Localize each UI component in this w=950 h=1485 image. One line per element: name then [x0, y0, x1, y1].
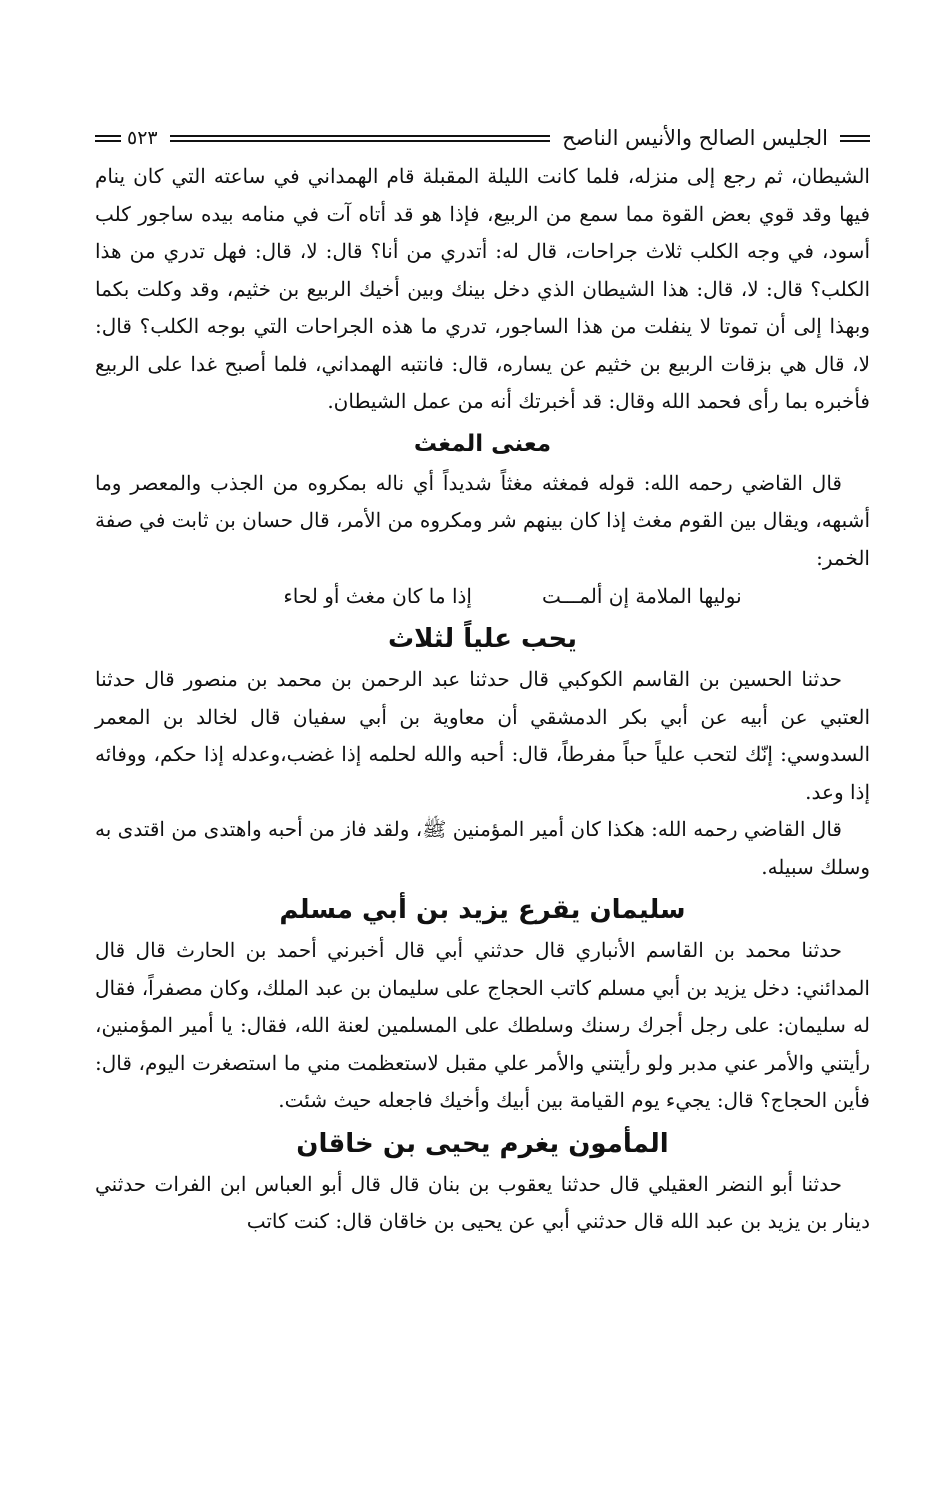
poem-verse — [95, 577, 870, 615]
book-page — [95, 118, 870, 1241]
paragraph-mamun: حدثنا أبو النضر العقيلي قال حدثنا يعقوب بن بنان قال قال أبو العباس ابن الفرات حدثني دينار بن يزيد بن عبد الله قال حدثني أبي عن يحيى بن خاقان قال: كنت كاتب — [95, 1171, 870, 1233]
header-rule-middle — [170, 135, 550, 142]
section-heading-sulayman: سليمان يقرع يزيد بن أبي مسلم — [279, 895, 686, 925]
section-heading-mughth: معنى المغث — [413, 430, 552, 457]
verse-first-hemistich: نوليها الملامة إن ألمـــت — [541, 584, 742, 608]
section-heading-mamun: المأمون يغرم يحيى بن خاقان — [296, 1128, 669, 1159]
running-title: الجليس الصالح والأنيس الناصح — [562, 126, 828, 150]
verse-second-hemistich: إذا ما كان مغث أو لحاء — [283, 584, 472, 608]
paragraph-mughth: قال القاضي رحمه الله: قوله فمغثه مغثاً شديداً أي ناله بمكروه من الجذب والمعصر وما أشبهه، ويقال بين القوم مغث إذا كان بينهم شر ومكروه من الأمر، قال حسان بن ثابت في صفة الخمر: — [95, 470, 870, 570]
running-header — [95, 118, 870, 158]
page-number: ٥٢٣ — [127, 127, 158, 149]
paragraph-loves-ali: حدثنا الحسين بن القاسم الكوكبي قال حدثنا عبد الرحمن بن محمد بن منصور قال حدثنا العتبي عن أبيه عن أبي بكر الدمشقي أن معاوية بن أبي سفيان قال لخالد بن المعمر السدوسي: إنّك لتحب علياً حباً مفرطاً، قال: أحبه والله لحلمه إذا غضب،وعدله إذا حكم، ووفائه إذا وعد. — [95, 667, 870, 804]
paragraph-continuation: الشيطان، ثم رجع إلى منزله، فلما كانت الليلة المقبلة قام الهمداني في ساعته التي كان ينام فيها وقد قوي بعض القوة مما سمع من الربيع، فإذا هو قد أتاه آت في منامه بيده ساجور كلب أسود، في وجه الكلب ثلاث جراحات، قال له: أتدري من أنا؟ قال: لا، قال: فهل تدري من هذا الكلب؟ قال: لا، قال: هذا الشيطان الذي دخل بينك وبين أخيك الربيع بن خثيم، وقد وكلت بكما وبهذا إلى أن تموتا لا ينفلت من هذا الساجور، تدري ما هذه الجراحات التي بوجه الكلب؟ قال: لا، قال هي بزقات الربيع بن خثيم عن يساره، قال: فانتبه الهمداني، فلما أصبح غدا على الربيع فأخبره بما رأى فحمد الله وقال: قد أخبرتك أنه من عمل الشيطان. — [95, 164, 871, 413]
paragraph-qadi-comment: قال القاضي رحمه الله: هكذا كان أمير المؤمنين ﷺ، ولقد فاز من أحبه واهتدى من اقتدى به وسلك سبيله. — [95, 817, 870, 879]
header-rule-right — [840, 135, 870, 142]
paragraph-sulayman: حدثنا محمد بن القاسم الأنباري قال حدثني أبي قال أخبرني أحمد بن الحارث قال قال المدائني: دخل يزيد بن أبي مسلم كاتب الحجاج على سليمان بن عبد الملك، وكان مصفراً، فقال له سليمان: على رجل أجرك رسنك وسلطك على المسلمين لعنة الله، فقال: يا أمير المؤمنين، رأيتني والأمر عني مدبر ولو رأيتني والأمر علي مقبل لاستعظمت مني ما استصغرت اليوم، قال: فأين الحجاج؟ قال: يجيء يوم القيامة بين أبيك وأخيك فاجعله حيث شئت. — [95, 938, 870, 1112]
header-rule-left — [95, 135, 121, 142]
section-heading-loves-ali: يحب علياً لثلاث — [387, 624, 578, 654]
